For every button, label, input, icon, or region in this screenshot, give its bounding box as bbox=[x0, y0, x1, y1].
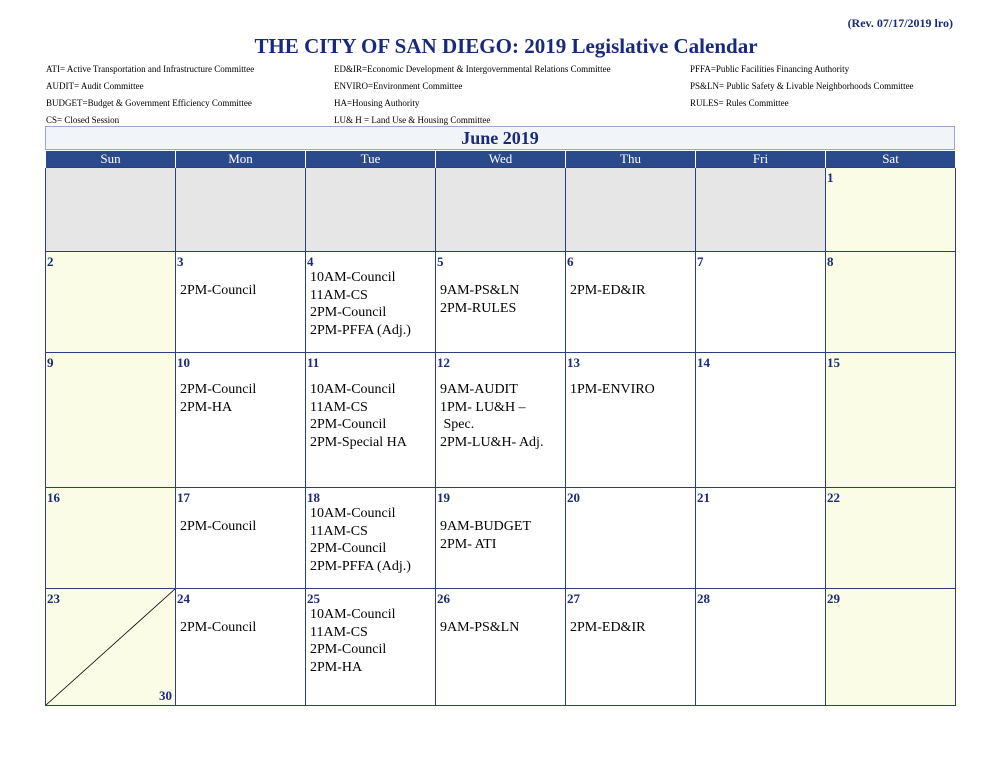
day-number: 27 bbox=[567, 591, 580, 606]
event-list bbox=[570, 282, 645, 300]
day-cell[interactable] bbox=[696, 252, 826, 353]
legend-column-2 bbox=[334, 64, 611, 126]
day-cell[interactable] bbox=[306, 488, 436, 589]
revision-note: (Rev. 07/17/2019 lro) bbox=[847, 16, 953, 30]
day-cell[interactable] bbox=[306, 252, 436, 353]
legend-item: BUDGET=Budget & Government Efficiency Committee bbox=[46, 98, 252, 108]
event-item[interactable]: 2PM-Council bbox=[180, 283, 257, 298]
event-item[interactable]: 2PM-Council bbox=[310, 642, 387, 657]
day-number: 25 bbox=[307, 591, 320, 606]
day-cell[interactable] bbox=[696, 589, 826, 706]
event-item[interactable]: 10AM-Council bbox=[310, 270, 396, 285]
week-row bbox=[46, 252, 956, 353]
day-cell[interactable] bbox=[46, 168, 176, 252]
weekday-header: Sat bbox=[826, 151, 956, 168]
weekday-header: Thu bbox=[566, 151, 696, 168]
day-cell[interactable] bbox=[46, 488, 176, 589]
day-cell[interactable] bbox=[566, 353, 696, 488]
event-item[interactable]: 11AM-CS bbox=[310, 287, 368, 303]
day-cell[interactable] bbox=[826, 589, 956, 706]
event-item[interactable]: 2PM-PFFA (Adj.) bbox=[310, 558, 411, 574]
day-number: 11 bbox=[307, 355, 320, 370]
week-row bbox=[46, 353, 956, 488]
day-number: 15 bbox=[827, 355, 840, 370]
weekday-header: Tue bbox=[306, 151, 436, 168]
day-number: 4 bbox=[307, 254, 314, 269]
day-number: 18 bbox=[307, 490, 320, 505]
legend-item: RULES= Rules Committee bbox=[690, 98, 789, 108]
day-number: 16 bbox=[47, 490, 60, 505]
event-item[interactable]: 11AM-CS bbox=[310, 624, 368, 640]
day-number: 30 bbox=[159, 688, 172, 703]
event-item[interactable]: 10AM-Council bbox=[310, 382, 396, 397]
weekday-header: Wed bbox=[436, 151, 566, 168]
weekday-header-row bbox=[46, 151, 956, 168]
day-number: 7 bbox=[697, 254, 704, 269]
event-list bbox=[310, 269, 411, 339]
legend-item: ENVIRO=Environment Committee bbox=[334, 81, 463, 91]
event-list bbox=[180, 518, 256, 536]
day-cell[interactable] bbox=[176, 589, 306, 706]
event-list bbox=[180, 381, 256, 416]
committee-legend bbox=[46, 64, 966, 126]
event-item[interactable]: 2PM-LU&H- Adj. bbox=[440, 434, 544, 450]
event-item[interactable]: 10AM-Council bbox=[310, 506, 396, 521]
day-cell[interactable] bbox=[176, 252, 306, 353]
calendar-grid bbox=[45, 151, 956, 706]
event-item[interactable]: 10AM-Council bbox=[310, 607, 396, 622]
day-number: 1 bbox=[827, 170, 834, 185]
legend-item: ATI= Active Transportation and Infrastructure Committee bbox=[46, 64, 255, 74]
day-number: 9 bbox=[47, 355, 54, 370]
day-number: 21 bbox=[697, 490, 710, 505]
legend-item: PFFA=Public Facilities Financing Authority bbox=[690, 64, 850, 74]
day-cell[interactable] bbox=[46, 353, 176, 488]
day-cell[interactable] bbox=[566, 168, 696, 252]
day-cell[interactable] bbox=[696, 353, 826, 488]
day-cell[interactable] bbox=[306, 168, 436, 252]
event-list bbox=[440, 619, 519, 637]
day-number: 29 bbox=[827, 591, 840, 606]
event-item[interactable]: Spec. bbox=[440, 417, 475, 432]
day-cell[interactable] bbox=[436, 252, 566, 353]
day-number: 14 bbox=[697, 355, 710, 370]
event-list bbox=[570, 619, 645, 637]
legend-item: CS= Closed Session bbox=[46, 115, 120, 125]
weekday-header: Mon bbox=[176, 151, 306, 168]
event-item[interactable]: 9AM-BUDGET bbox=[440, 519, 531, 534]
event-item[interactable]: 9AM-PS&LN bbox=[440, 283, 520, 298]
event-item[interactable]: 2PM-ED&IR bbox=[570, 283, 646, 298]
event-list bbox=[180, 619, 256, 637]
legend-item: HA=Housing Authority bbox=[334, 98, 420, 108]
day-cell[interactable] bbox=[46, 589, 176, 706]
day-cell[interactable] bbox=[46, 252, 176, 353]
day-number: 5 bbox=[437, 254, 444, 269]
day-number: 3 bbox=[177, 254, 184, 269]
event-item[interactable]: 2PM-Council bbox=[180, 620, 257, 635]
event-item[interactable]: 2PM-Council bbox=[180, 382, 257, 397]
day-cell[interactable] bbox=[436, 353, 566, 488]
day-cell[interactable] bbox=[566, 589, 696, 706]
day-cell[interactable] bbox=[566, 252, 696, 353]
event-list bbox=[310, 381, 407, 451]
month-title: June 2019 bbox=[45, 126, 955, 150]
event-item[interactable]: 2PM-HA bbox=[310, 659, 363, 675]
day-cell[interactable] bbox=[696, 488, 826, 589]
legend-item: PS&LN= Public Safety & Livable Neighborhoods Committee bbox=[690, 81, 914, 91]
day-cell[interactable] bbox=[566, 488, 696, 589]
day-number: 2 bbox=[47, 254, 54, 269]
day-number: 23 bbox=[47, 591, 60, 606]
event-list bbox=[440, 518, 531, 553]
day-number: 8 bbox=[827, 254, 834, 269]
event-item[interactable]: 11AM-CS bbox=[310, 399, 368, 415]
event-item[interactable]: 2PM-HA bbox=[180, 399, 233, 415]
event-list bbox=[440, 381, 543, 451]
legend-column-1 bbox=[46, 64, 254, 126]
weekday-header: Fri bbox=[696, 151, 826, 168]
day-number: 13 bbox=[567, 355, 580, 370]
event-item[interactable]: 2PM-Council bbox=[180, 519, 257, 534]
event-item[interactable]: 2PM-Council bbox=[310, 417, 387, 432]
legend-column-3 bbox=[690, 64, 914, 115]
event-item[interactable]: 2PM-Special HA bbox=[310, 434, 407, 450]
event-item[interactable]: 2PM-PFFA (Adj.) bbox=[310, 322, 411, 338]
legend-item: ED&IR=Economic Development & Intergovernmental Relations Committee bbox=[334, 64, 611, 74]
day-number: 6 bbox=[567, 254, 574, 269]
day-cell[interactable] bbox=[826, 488, 956, 589]
legend-item: AUDIT= Audit Committee bbox=[46, 81, 144, 91]
day-number: 10 bbox=[177, 355, 190, 370]
day-number: 12 bbox=[437, 355, 450, 370]
weekday-header: Sun bbox=[46, 151, 176, 168]
event-list bbox=[440, 282, 519, 317]
day-number: 28 bbox=[697, 591, 710, 606]
day-cell[interactable] bbox=[826, 353, 956, 488]
event-list bbox=[570, 381, 655, 399]
event-item[interactable]: 2PM-RULES bbox=[440, 300, 517, 316]
day-number: 20 bbox=[567, 490, 580, 505]
event-list bbox=[310, 606, 396, 676]
day-cell[interactable] bbox=[306, 589, 436, 706]
week-row bbox=[46, 589, 956, 706]
event-item[interactable]: 2PM- ATI bbox=[440, 536, 497, 552]
event-item[interactable]: 1PM- LU&H – bbox=[440, 399, 526, 415]
legend-item: LU& H = Land Use & Housing Committee bbox=[334, 115, 491, 125]
day-number: 22 bbox=[827, 490, 840, 505]
page-title: THE CITY OF SAN DIEGO: 2019 Legislative Calendar bbox=[254, 34, 758, 58]
day-number: 19 bbox=[437, 490, 450, 505]
day-cell[interactable] bbox=[436, 168, 566, 252]
calendar-body bbox=[46, 168, 956, 706]
day-cell[interactable] bbox=[176, 488, 306, 589]
day-number: 17 bbox=[177, 490, 190, 505]
day-cell[interactable] bbox=[306, 353, 436, 488]
event-item[interactable]: 2PM-ED&IR bbox=[570, 620, 646, 635]
event-item[interactable]: 11AM-CS bbox=[310, 523, 368, 539]
day-number: 24 bbox=[177, 591, 190, 606]
day-cell[interactable] bbox=[436, 589, 566, 706]
day-cell[interactable] bbox=[436, 488, 566, 589]
event-item[interactable]: 1PM-ENVIRO bbox=[570, 382, 655, 397]
day-cell[interactable] bbox=[176, 353, 306, 488]
event-item[interactable]: 9AM-AUDIT bbox=[440, 382, 518, 397]
event-item[interactable]: 9AM-PS&LN bbox=[440, 620, 520, 635]
day-cell[interactable] bbox=[826, 252, 956, 353]
day-cell[interactable] bbox=[826, 168, 956, 252]
event-list bbox=[180, 282, 256, 300]
split-day-divider bbox=[46, 589, 175, 705]
day-cell[interactable] bbox=[696, 168, 826, 252]
day-number: 26 bbox=[437, 591, 450, 606]
week-row bbox=[46, 168, 956, 252]
event-list bbox=[310, 505, 411, 575]
week-row bbox=[46, 488, 956, 589]
event-item[interactable]: 2PM-Council bbox=[310, 541, 387, 556]
day-cell[interactable] bbox=[176, 168, 306, 252]
event-item[interactable]: 2PM-Council bbox=[310, 305, 387, 320]
